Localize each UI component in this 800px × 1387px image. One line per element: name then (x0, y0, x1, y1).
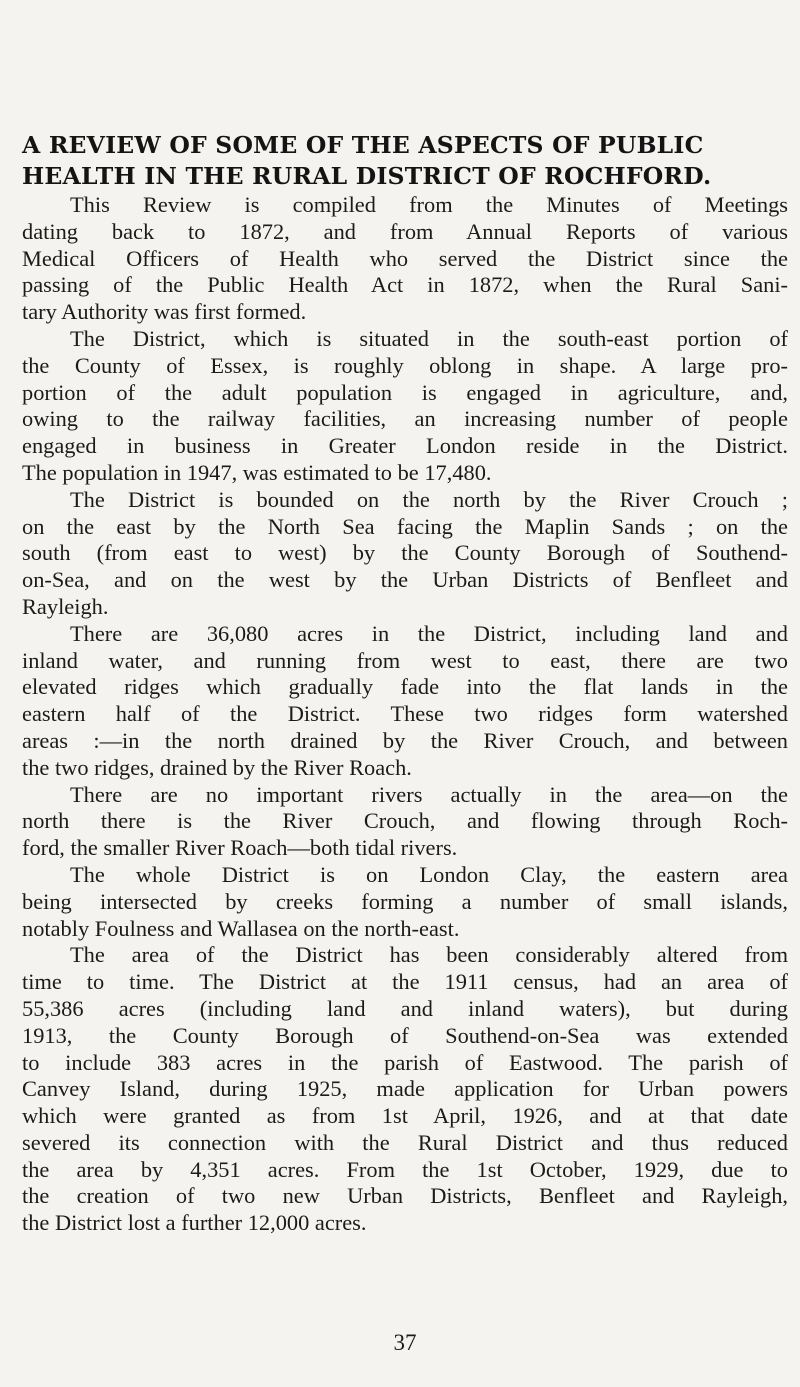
paragraph-6 (22, 862, 788, 942)
text-line: engaged in business in Greater London reside in the District. (22, 433, 788, 459)
paragraph-4 (22, 621, 788, 782)
text-line: portion of the adult population is engaged in agriculture, and, (22, 379, 788, 405)
article-body (22, 192, 788, 1237)
text-line: inland water, and running from west to east, there are two (22, 647, 788, 673)
text-line: to include 383 acres in the parish of Eastwood. The parish of (22, 1049, 788, 1075)
text-line: Canvey Island, during 1925, made application for Urban powers (22, 1076, 788, 1102)
text-line: There are no important rivers actually in the area—on the (70, 781, 788, 807)
text-line: north there is the River Crouch, and flowing through Roch- (22, 808, 788, 834)
text-line: the creation of two new Urban Districts, Benfleet and Rayleigh, (22, 1183, 788, 1209)
document-page (22, 0, 788, 1387)
text-line: the County of Essex, is roughly oblong in shape. A large pro- (22, 352, 788, 378)
text-line: tary Authority was first formed. (22, 299, 307, 325)
text-line: on-Sea, and on the west by the Urban Districts of Benfleet and (22, 567, 788, 593)
paragraph-1 (22, 192, 788, 326)
text-line: the area by 4,351 acres. From the 1st October, 1929, due to (22, 1156, 788, 1182)
text-line: Rayleigh. (22, 593, 109, 619)
text-line: eastern half of the District. These two ridges form watershed (22, 701, 788, 727)
title-line-2: HEALTH IN THE RURAL DISTRICT OF ROCHFORD. (22, 162, 712, 190)
text-line: south (from east to west) by the County Borough of Southend- (22, 540, 788, 566)
paragraph-2 (22, 326, 788, 487)
text-line: The District is bounded on the north by the River Crouch ; (70, 486, 788, 512)
text-line: owing to the railway facilities, an increasing number of people (22, 406, 788, 432)
text-line: time to time. The District at the 1911 census, had an area of (22, 969, 788, 995)
text-line: elevated ridges which gradually fade into the flat lands in the (22, 674, 788, 700)
text-line: Medical Officers of Health who served the District since the (22, 245, 788, 271)
text-line: passing of the Public Health Act in 1872, when the Rural Sani- (22, 272, 788, 298)
page-title (22, 130, 788, 192)
text-line: which were granted as from 1st April, 1926, and at that date (22, 1103, 788, 1129)
text-line: areas :—in the north drained by the River Crouch, and between (22, 727, 788, 753)
text-line: the two ridges, drained by the River Roach. (22, 754, 412, 780)
text-line: on the east by the North Sea facing the Maplin Sands ; on the (22, 513, 788, 539)
paragraph-3 (22, 487, 788, 621)
text-line: This Review is compiled from the Minutes of Meetings (70, 192, 788, 217)
text-line: There are 36,080 acres in the District, including land and (70, 620, 788, 646)
paragraph-7 (22, 942, 788, 1237)
text-line: dating back to 1872, and from Annual Reports of various (22, 218, 788, 244)
text-line: ford, the smaller River Roach—both tidal rivers. (22, 835, 458, 861)
text-line: 55,386 acres (including land and inland waters), but during (22, 995, 788, 1021)
text-line: the District lost a further 12,000 acres. (22, 1210, 367, 1236)
title-line-1: A REVIEW OF SOME OF THE ASPECTS OF PUBLIC (22, 131, 704, 159)
page-number: 37 (393, 1330, 417, 1355)
paragraph-5 (22, 782, 788, 862)
text-line: The whole District is on London Clay, the eastern area (70, 861, 788, 887)
text-line: The area of the District has been considerably altered from (70, 942, 788, 968)
text-line: severed its connection with the Rural District and thus reduced (22, 1129, 788, 1155)
text-line: The population in 1947, was estimated to be 17,480. (22, 459, 492, 485)
text-line: 1913, the County Borough of Southend-on-Sea was extended (22, 1022, 788, 1048)
text-line: being intersected by creeks forming a number of small islands, (22, 888, 788, 914)
text-line: notably Foulness and Wallasea on the north-east. (22, 915, 460, 941)
text-line: The District, which is situated in the south-east portion of (70, 325, 788, 351)
